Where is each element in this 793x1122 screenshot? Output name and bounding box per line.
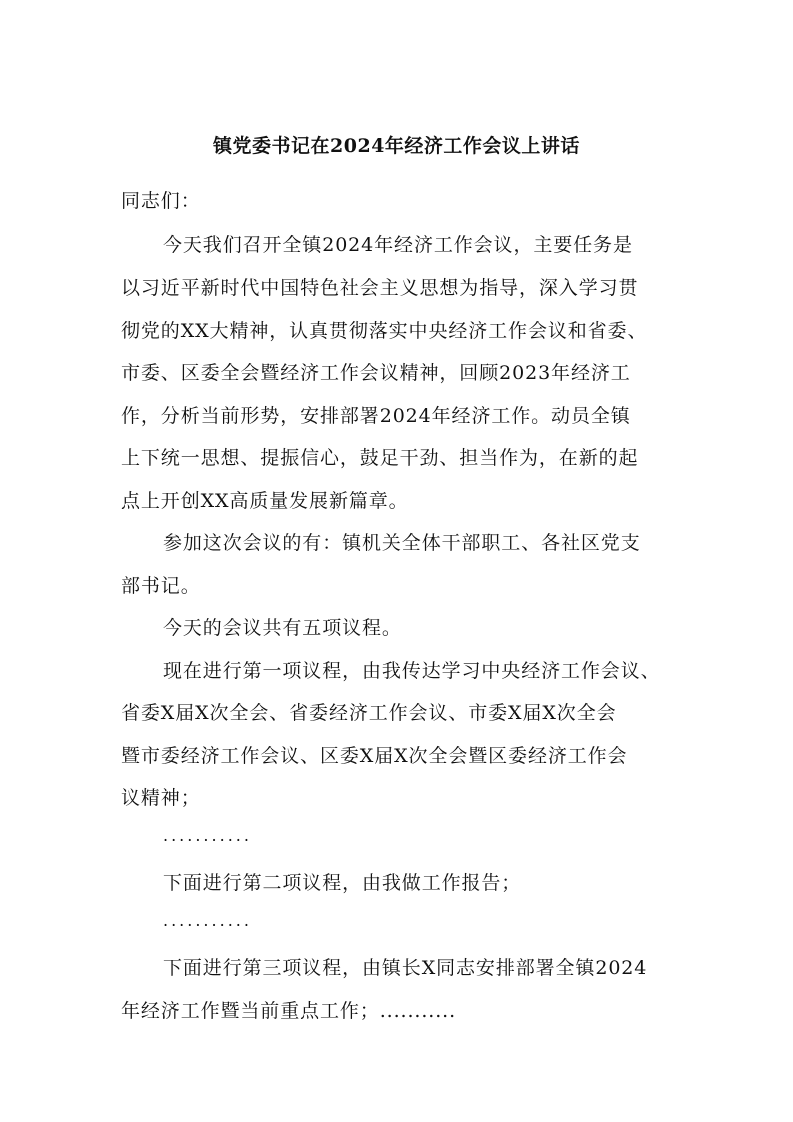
paragraph-line: 部书记。 xyxy=(121,575,201,597)
paragraph-line: 以习近平新时代中国特色社会主义思想为指导，深入学习贯 xyxy=(121,277,639,299)
paragraph-line: 下面进行第二项议程，由我做工作报告； xyxy=(163,872,522,894)
paragraph-line: 下面进行第三项议程，由镇长X同志安排部署全镇2024 xyxy=(163,957,648,979)
ellipsis-line: ........... xyxy=(163,911,252,930)
paragraph-line: 作，分析当前形势，安排部署2024年经济工作。动员全镇 xyxy=(121,405,631,427)
paragraph-line: 点上开创XX高质量发展新篇章。 xyxy=(121,490,409,512)
ellipsis-line: ........... xyxy=(163,826,252,845)
paragraph-line: 议精神； xyxy=(121,787,201,809)
document-title: 镇党委书记在2024年经济工作会议上讲话 xyxy=(213,135,580,157)
paragraph-line: 今天的会议共有五项议程。 xyxy=(163,617,402,639)
paragraph-line: 参加这次会议的有：镇机关全体干部职工、各社区党支 xyxy=(163,532,641,554)
paragraph-line: 市委、区委全会暨经济工作会议精神，回顾2023年经济工 xyxy=(121,362,631,384)
salutation: 同志们： xyxy=(121,190,201,212)
paragraph-line: 今天我们召开全镇2024年经济工作会议，主要任务是 xyxy=(163,234,633,256)
paragraph-line: 上下统一思想、提振信心，鼓足干劲、担当作为，在新的起 xyxy=(121,447,639,469)
paragraph-line: 暨市委经济工作会议、区委X届X次全会暨区委经济工作会 xyxy=(121,745,628,767)
paragraph-line: 彻党的XX大精神，认真贯彻落实中央经济工作会议和省委、 xyxy=(121,320,648,342)
paragraph-line: 现在进行第一项议程，由我传达学习中央经济工作会议、 xyxy=(163,660,661,682)
paragraph-line: 年经济工作暨当前重点工作；........... xyxy=(121,1000,457,1022)
paragraph-line: 省委X届X次全会、省委经济工作会议、市委X届X次全会 xyxy=(121,702,617,724)
